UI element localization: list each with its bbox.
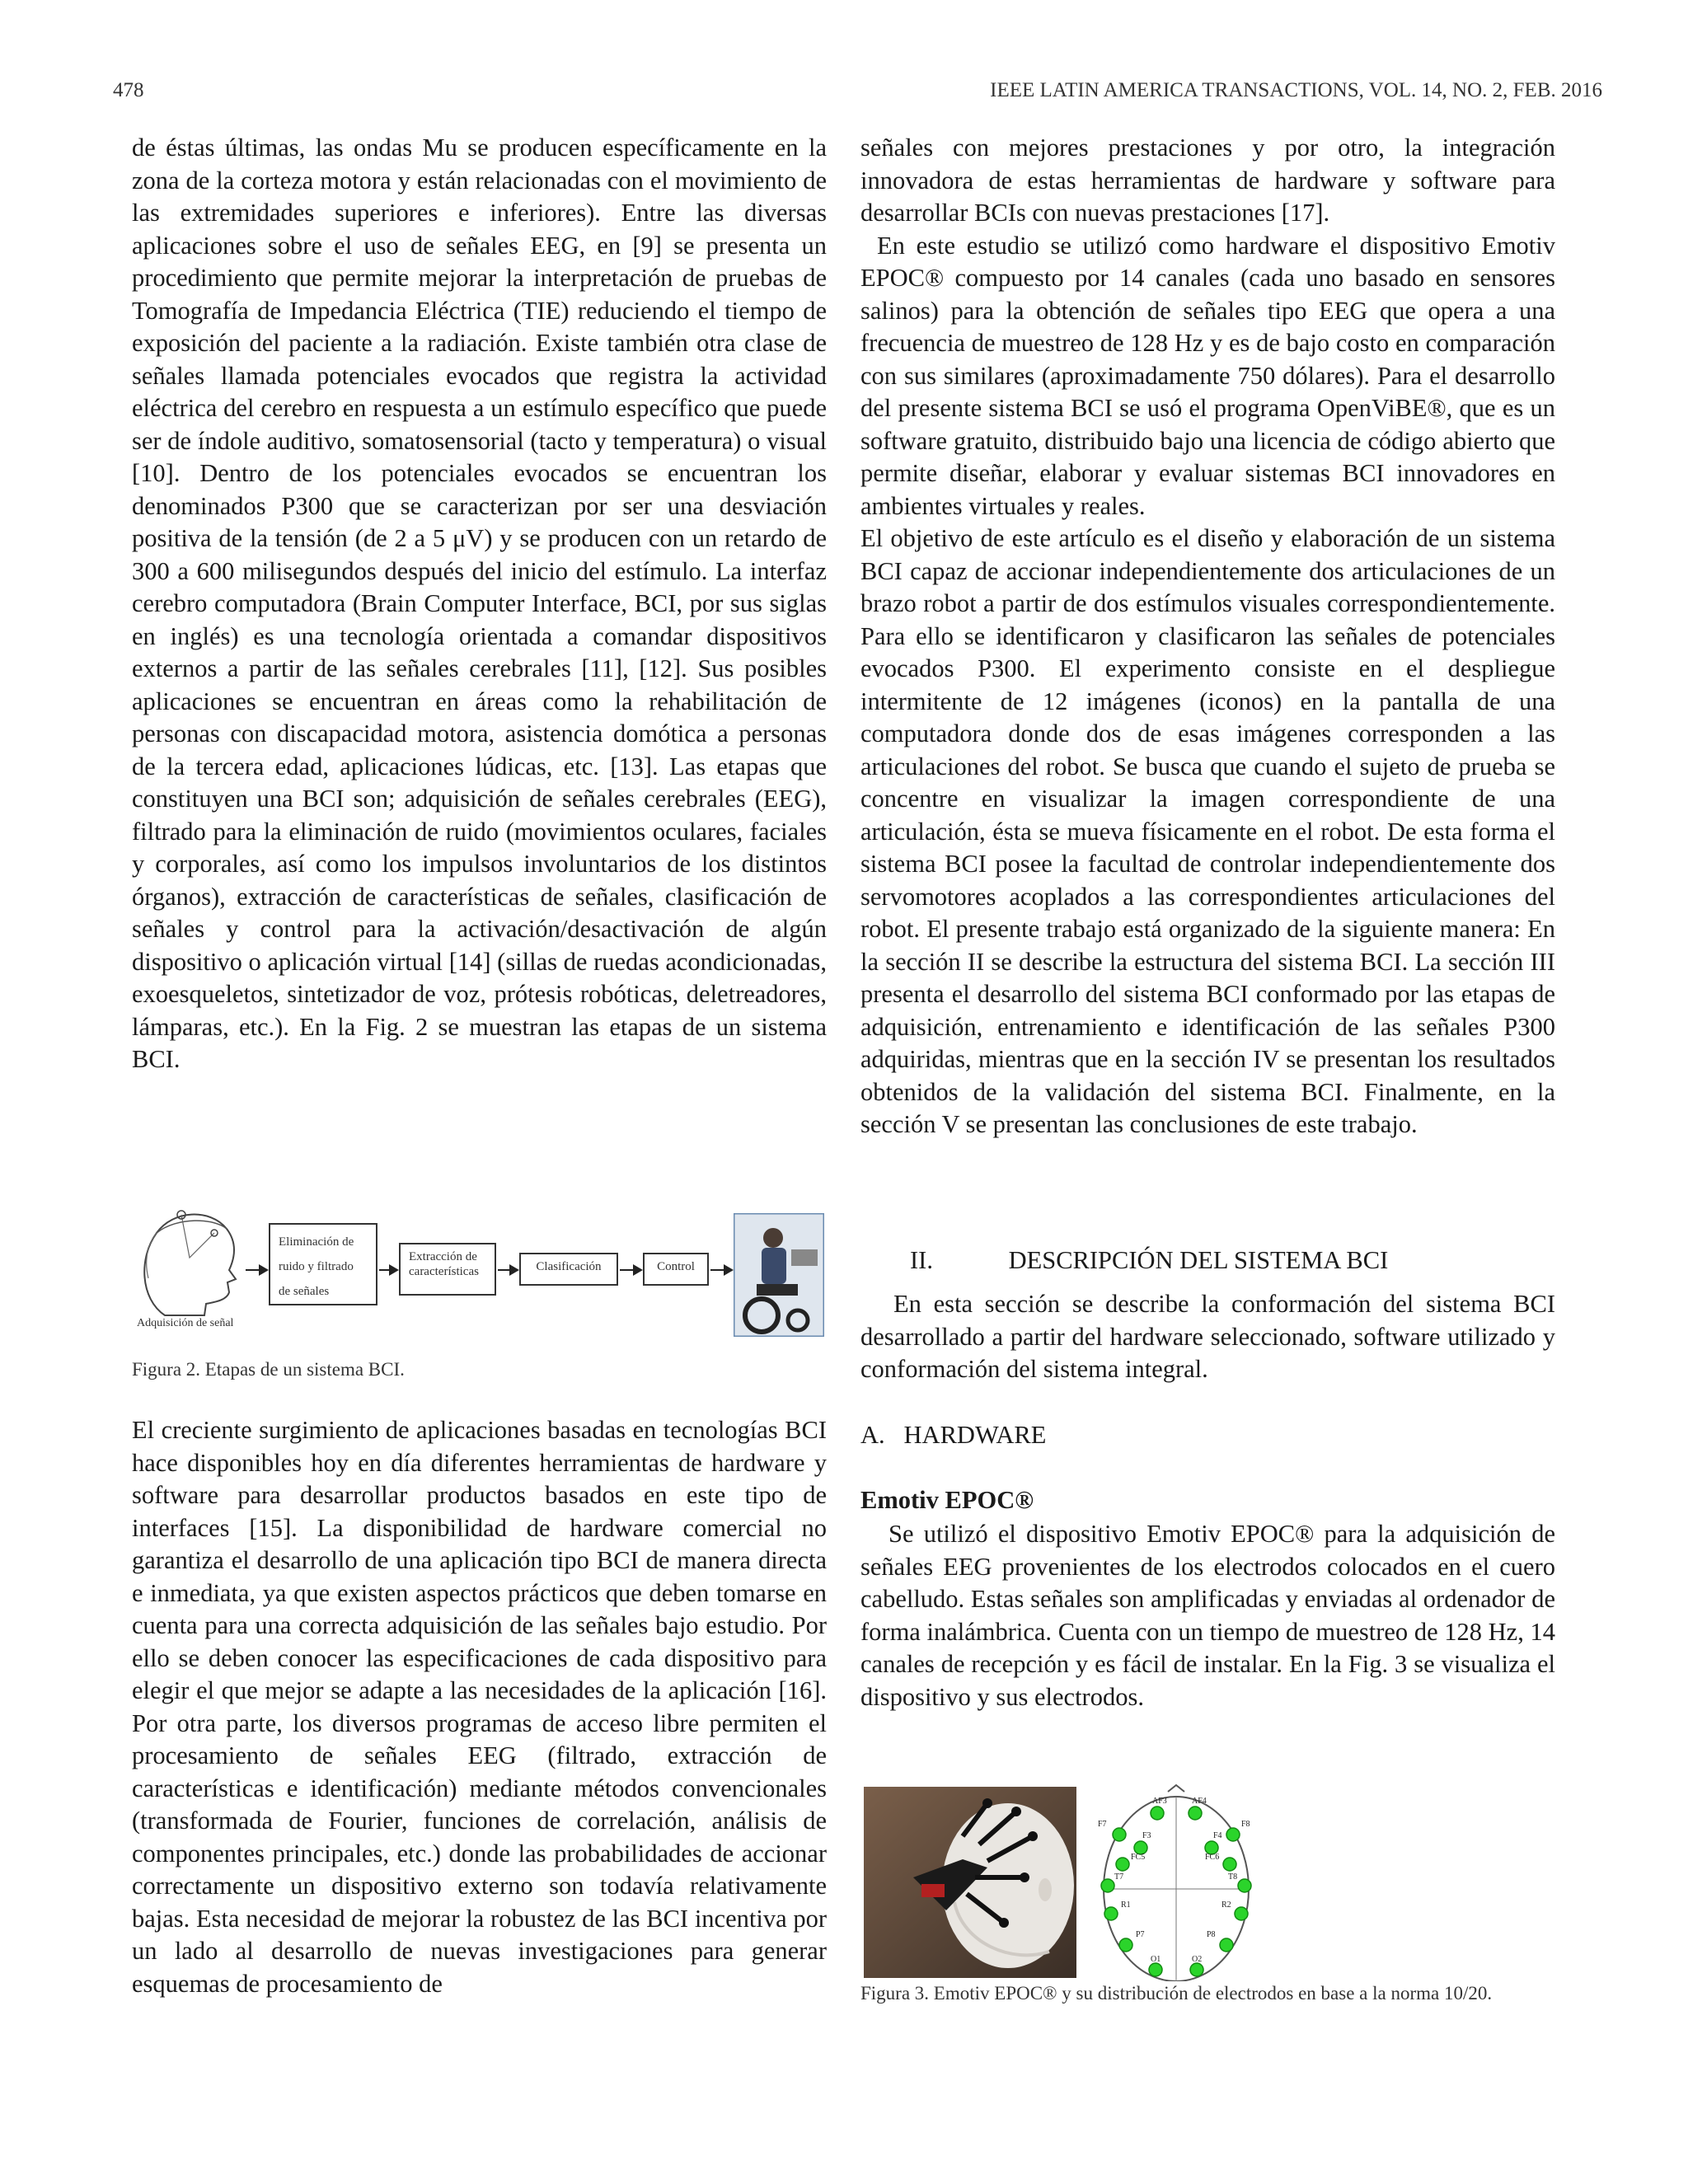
electrode-af3 bbox=[1151, 1807, 1164, 1820]
emotiv-heading: Emotiv EPOC® bbox=[860, 1486, 1034, 1514]
stage-control-box: Control bbox=[643, 1253, 709, 1286]
electrode-label: O1 bbox=[1151, 1955, 1161, 1964]
section-heading bbox=[910, 1244, 1388, 1277]
acquisition-label: Adquisición de señal bbox=[137, 1317, 234, 1329]
paragraph: El creciente surgimiento de aplicaciones basadas en tecnologías BCI hace disponibles hoy en día diferentes herramientas de hardware y software para desarrollar productos basados en este tipo de interfaces [15]. La disponibilidad de hardware comercial no garantiza el desarrollo de una aplicación tipo BCI de manera directa e inmediata, ya que existen aspectos prácticos que deben tomarse en cuenta para una correcta adquisición de las señales bajo estudio. Por ello se deben conocer las especificaciones de cada dispositivo para elegir el que mejor se adapte a las necesidades de la aplicación [16]. Por otra parte, los diversos programas de acceso libre permiten el procesamiento de señales EEG (filtrado, extracción de características e identificación) mediante métodos convencionales (transformada de Fourier, funciones de correlación, análisis de componentes principales, etc.) donde las probabilidades de accionar correctamente un dispositivo externo son todavía relativamente bajas. Esta necesidad de mejorar la robustez de las BCI incentiva por un lado al desarrollo de nuevas investigaciones para generar esquemas de procesamiento de bbox=[132, 1416, 827, 1998]
electrode-label: F7 bbox=[1098, 1820, 1107, 1829]
paragraph: de éstas últimas, las ondas Mu se producen específicamente en la zona de la corteza motora y están relacionadas con el movimiento de las extremidades superiores e inferiores). Entre las diversas aplicaciones sobre el uso de señales EEG, en [9] se presenta un procedimiento que permite mejorar la interpretación de pruebas de Tomografía de Impedancia Eléctrica (TIE) reduciendo el tiempo de exposición del paciente a la radiación. Existe también otra clase de señales llamada potenciales evocados que registra la actividad eléctrica del cerebro en respuesta a un estímulo específico que puede ser de índole auditivo, somatosensorial (tacto y temperatura) o visual [10]. Dentro de los potenciales evocados se encuentran los denominados P300 que se caracterizan por ser una desviación positiva de la tensión (de 2 a 5 μV) y se producen con un retardo de 300 a 600 milisegundos después del inicio del estímulo. La interfaz cerebro computadora (Brain Computer Interface, BCI, por sus siglas en inglés) es una tecnología orientada a comandar dispositivos externos a partir de las señales cerebrales [11], [12]. Sus posibles aplicaciones se encuentran en áreas como la rehabilitación de personas con discapacidad motora, asistencia domótica a personas de la tercera edad, aplicaciones lúdicas, etc. [13]. Las etapas que constituyen una BCI son; adquisición de señales cerebrales (EEG), filtrado para la eliminación de ruido (movimientos oculares, faciales y corporales, así como los impulsos involuntarios de los distintos órganos), extracción de características de señales, clasificación de señales y control para la activación/desactivación de algún dispositivo o aplicación virtual [14] (sillas de ruedas acondicionadas, exoesqueletos, sintetizador de voz, prótesis robóticas, deletreadores, lámparas, etc.). En la Fig. 2 se muestran las etapas de un sistema BCI. bbox=[132, 134, 827, 1073]
left-column-text-top bbox=[132, 132, 827, 1076]
arrow bbox=[246, 1269, 267, 1271]
electrode-label: R2 bbox=[1221, 1900, 1231, 1910]
section-title: DESCRIPCIÓN DEL SISTEMA BCI bbox=[1008, 1246, 1389, 1274]
electrode-f7 bbox=[1113, 1828, 1126, 1841]
left-column-text-bottom bbox=[132, 1414, 827, 2000]
stage-filtering-box: Eliminación de ruido y filtrado de señales bbox=[269, 1223, 377, 1305]
electrode-r2 bbox=[1235, 1907, 1248, 1920]
stage-feature-extraction-box: Extracción de características bbox=[399, 1243, 496, 1296]
electrode-label: F3 bbox=[1142, 1831, 1151, 1840]
paragraph: Se utilizó el dispositivo Emotiv EPOC® para la adquisición de señales EEG provenientes de los electrodos colocados en el cuero cabelludo. Estas señales son amplificadas y enviadas al ordenador de forma inalámbrica. Cuenta con un tiempo de muestreo de 128 Hz, 14 canales de recepción y es fácil de instalar. En la Fig. 3 se visualiza el dispositivo y sus electrodos. bbox=[860, 1520, 1555, 1711]
electrode-o2 bbox=[1190, 1963, 1203, 1976]
figure-3 bbox=[864, 1787, 1268, 1980]
subsection-heading: A. HARDWARE bbox=[860, 1421, 1047, 1449]
arrow bbox=[498, 1269, 518, 1271]
electrode-f8 bbox=[1226, 1828, 1240, 1841]
right-column-emotiv-text bbox=[860, 1518, 1555, 1713]
electrode-o1 bbox=[1149, 1963, 1162, 1976]
electrode-af4 bbox=[1189, 1807, 1202, 1820]
paragraph: En este estudio se utilizó como hardware el dispositivo Emotiv EPOC® compuesto por 14 canales (cada uno basado en sensores salinos) para la obtención de señales tipo EEG que opera a una frecuencia de muestreo de 128 Hz y es de bajo costo en comparación con sus similares (aproximadamente 750 dólares). Para el desarrollo del presente sistema BCI se usó el programa OpenViBE®, que es un software gratuito, distribuido bajo una licencia de código abierto que permite diseñar, elaborar y evaluar sistemas BCI innovadores en ambientes virtuales y reales. bbox=[860, 231, 1555, 520]
running-header: IEEE LATIN AMERICA TRANSACTIONS, VOL. 14, NO. 2, FEB. 2016 bbox=[990, 79, 1602, 101]
electrode-label: T7 bbox=[1114, 1872, 1124, 1882]
figure-2 bbox=[132, 1197, 827, 1353]
electrode-label: FC6 bbox=[1205, 1853, 1220, 1862]
section-number: II. bbox=[910, 1246, 933, 1274]
arrow bbox=[379, 1269, 397, 1271]
electrode-label: FC5 bbox=[1131, 1853, 1146, 1862]
right-column-section-intro bbox=[860, 1288, 1555, 1386]
arrow bbox=[710, 1269, 732, 1271]
electrode-label: T8 bbox=[1228, 1872, 1238, 1882]
figure-3-caption: Figura 3. Emotiv EPOC® y su distribución de electrodos en base a la norma 10/20. bbox=[860, 1983, 1493, 2004]
electrode-label: P7 bbox=[1136, 1930, 1145, 1939]
arrow bbox=[620, 1269, 641, 1271]
electrode-fc6 bbox=[1223, 1858, 1236, 1871]
right-column-text-top bbox=[860, 132, 1555, 1141]
wheelchair-photo bbox=[734, 1213, 824, 1337]
electrode-map bbox=[1090, 1783, 1263, 1981]
electrode-label: F8 bbox=[1241, 1820, 1250, 1829]
eeg-head-sketch bbox=[132, 1200, 247, 1332]
paragraph: El objetivo de este artículo es el diseño y elaboración de un sistema BCI capaz de accionar independientemente dos articulaciones de un brazo robot a partir de dos estímulos visuales correspondientemente. Para ello se identificaron y clasificaron las señales de potenciales evocados P300. El experimento consiste en el despliegue intermitente de 12 imágenes (iconos) en la pantalla de una computadora donde dos de esas imágenes corresponden a las articulaciones del robot. Se busca que cuando el sujeto de prueba se concentre en visualizar la imagen correspondiente de una articulación, ésta se mueva físicamente en el robot. De esta forma el sistema BCI posee la facultad de controlar independientemente dos servomotores acoplados a las correspondientes articulaciones del robot. El presente trabajo está organizado de la siguiente manera: En la sección II se describe la estructura del sistema BCI. La sección III presenta el desarrollo del sistema BCI conformado por las etapas de adquisición, entrenamiento e identificación de las señales P300 adquiridas, mientras que en la sección IV se presentan los resultados obtenidos de la validación del sistema BCI. Finalmente, en la sección V se presentan las conclusiones de este trabajo. bbox=[860, 524, 1555, 1138]
electrode-p8 bbox=[1220, 1938, 1233, 1952]
electrode-label: F4 bbox=[1213, 1831, 1222, 1840]
figure-2-caption: Figura 2. Etapas de un sistema BCI. bbox=[132, 1359, 405, 1380]
electrode-label: R1 bbox=[1121, 1900, 1131, 1910]
electrode-r1 bbox=[1104, 1907, 1118, 1920]
electrode-label: AF4 bbox=[1192, 1797, 1207, 1806]
paragraph: En esta sección se describe la conformación del sistema BCI desarrollado a partir del hardware seleccionado, software utilizado y conformación del sistema integral. bbox=[860, 1290, 1555, 1383]
stage-classification-box: Clasificación bbox=[519, 1253, 618, 1286]
electrode-t8 bbox=[1238, 1879, 1251, 1892]
electrode-p7 bbox=[1119, 1938, 1132, 1952]
page-number: 478 bbox=[113, 79, 144, 101]
paragraph: señales con mejores prestaciones y por otro, la integración innovadora de estas herramientas de hardware y software para desarrollar BCIs con nuevas prestaciones [17]. bbox=[860, 134, 1555, 227]
electrode-label: P8 bbox=[1207, 1930, 1216, 1939]
electrode-t7 bbox=[1101, 1879, 1114, 1892]
electrode-label: AF3 bbox=[1152, 1797, 1167, 1806]
electrode-label: O2 bbox=[1192, 1955, 1203, 1964]
emotiv-headset-photo bbox=[864, 1787, 1076, 1978]
electrode-fc5 bbox=[1116, 1858, 1129, 1871]
